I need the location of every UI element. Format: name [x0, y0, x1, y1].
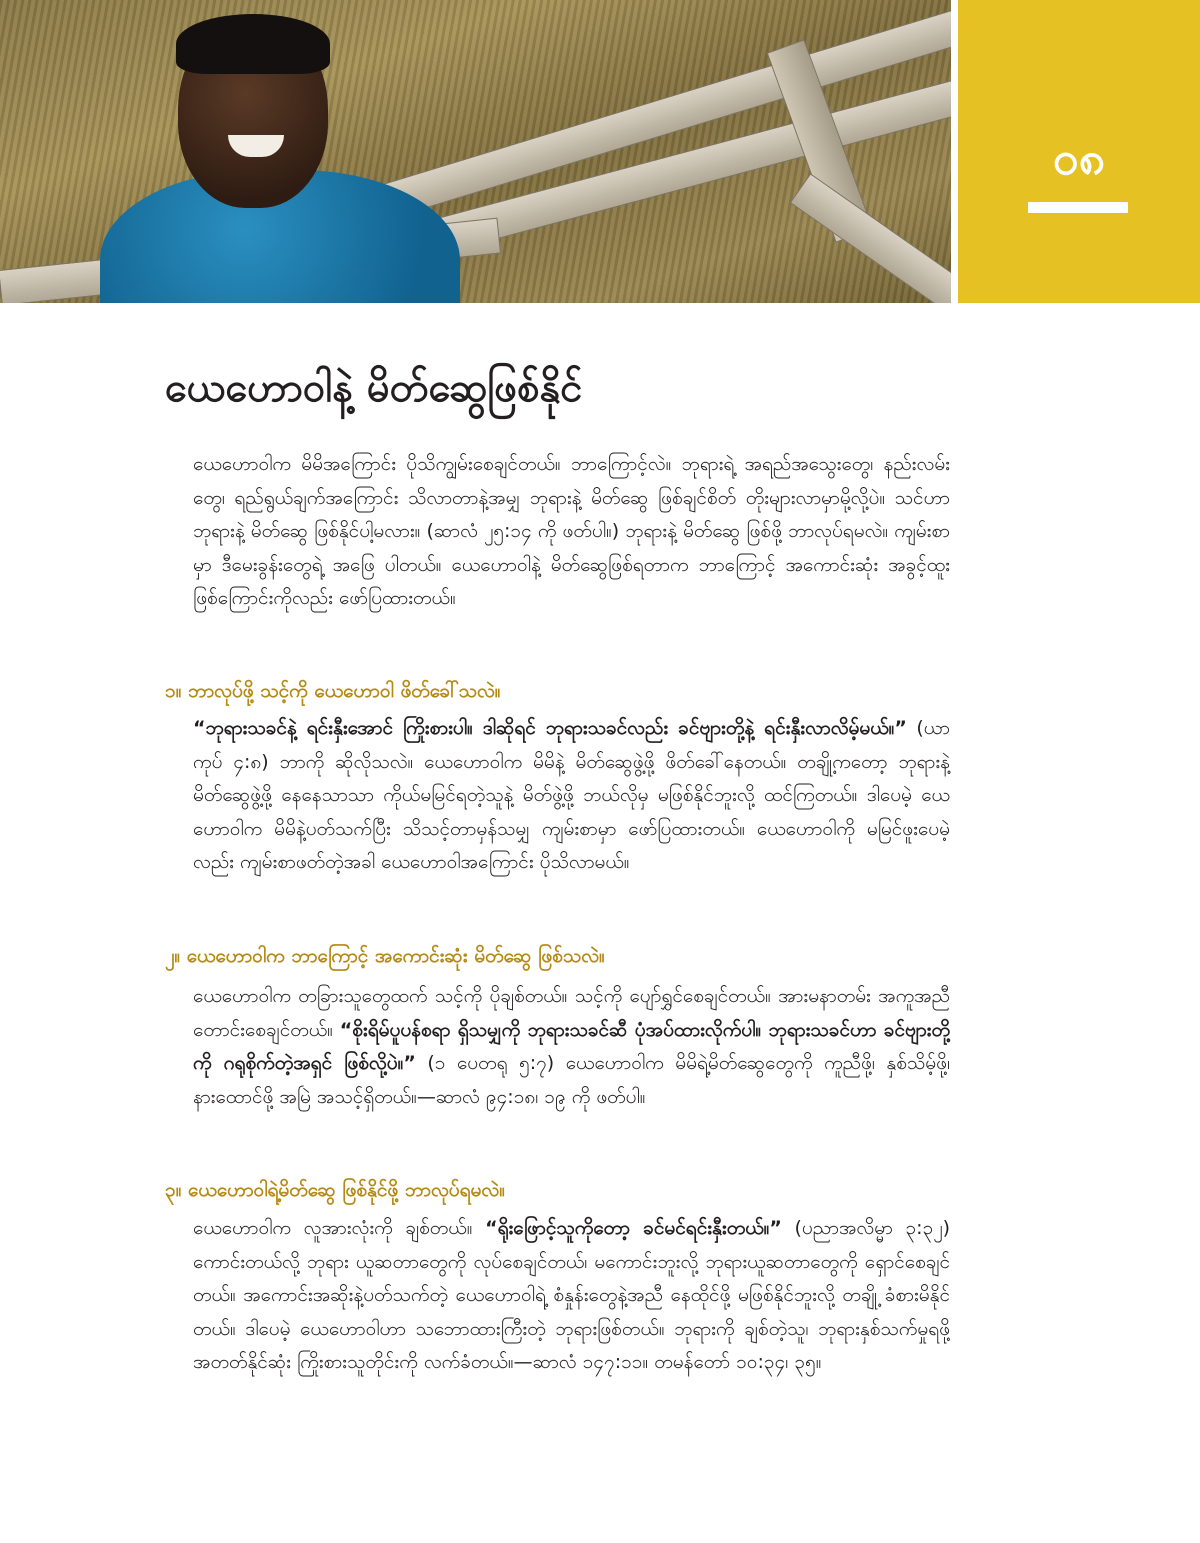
chapter-badge: [958, 0, 1200, 303]
scripture-quote: “ဘုရားသခင်နဲ့ ရင်းနှီးအောင် ကြိုးစားပါ။ ဒါဆိုရင် ဘုရားသခင်လည်း ခင်ဗျားတို့နဲ့ ရင်းနှီးလာလိမ့်မယ်။”: [193, 717, 907, 739]
person-hair: [176, 14, 330, 74]
scripture-quote: “စိုးရိမ်ပူပန်စရာ ရှိသမျှကို ဘုရားသခင်ဆီ ပုံအပ်ထားလိုက်ပါ။ ဘုရားသခင်ဟာ ခင်ဗျားတို့ကို ဂရုစိုက်တဲ့အရှင် ဖြစ်လို့ပဲ။”: [193, 1018, 950, 1074]
section-body: ယေဟောဝါက လူအားလုံးကို ချစ်တယ်။: [193, 1217, 486, 1239]
page-title: ယေဟောဝါနဲ့ မိတ်ဆွေဖြစ်နိုင်: [165, 365, 583, 411]
section-body: ယေဟောဝါက တခြားသူတွေထက် သင့်ကို ပိုချစ်တယ်။ သင့်ကို ပျော်ရွှင်စေချင်တယ်။ အားမနာတမ်း အကူအညီတောင်းစေချင်တယ်။: [193, 985, 950, 1041]
section-heading: ၁။ ဘာလုပ်ဖို့ သင့်ကို ယေဟောဝါ ဖိတ်ခေါ်သလဲ။: [165, 680, 501, 702]
scripture-quote: “ရိုးဖြောင့်သူကိုတော့ ခင်မင်ရင်းနှီးတယ်။”: [485, 1217, 782, 1239]
chapter-number: ၀၈: [1052, 131, 1106, 185]
section-paragraph: [193, 980, 950, 1114]
section-body: (ပညာအလိမ္မာ ၃:၃၂) ကောင်းတယ်လို့ ဘုရား ယူဆတာတွေကို လုပ်စေချင်တယ်၊ မကောင်းဘူးလို့ ဘုရားယူဆတာတွေကို ရှောင်စေချင်တယ်။ အကောင်းအဆိုးနဲ့ပတ်သက်တဲ့ ယေဟောဝါရဲ့ စံနှုန်းတွေနဲ့အညီ နေထိုင်ဖို့ မဖြစ်နိုင်ဘူးလို့ တချို့ ခံစားမိနိုင်တယ်။ ဒါပေမဲ့ ယေဟောဝါဟာ သဘောထားကြီးတဲ့ ဘုရားဖြစ်တယ်။ ဘုရားကို ချစ်တဲ့သူ၊ ဘုရားနှစ်သက်မှုရဖို့ အတတ်နိုင်ဆုံး ကြိုးစားသူတိုင်းကို လက်ခံတယ်။—ဆာလံ ၁၄၇:၁၁။ တမန်တော် ၁၀:၃၄၊ ၃၅။: [193, 1217, 950, 1373]
section-heading: ၃။ ယေဟောဝါရဲ့မိတ်ဆွေ ဖြစ်နိုင်ဖို့ ဘာလုပ်ရမလဲ။: [165, 1179, 505, 1201]
section-heading: ၂။ ယေဟောဝါက ဘာကြောင့် အကောင်းဆုံး မိတ်ဆွေ ဖြစ်သလဲ။: [165, 945, 605, 967]
chapter-underline: [1028, 202, 1128, 213]
intro-paragraph: ယေဟောဝါက မိမိအကြောင်း ပိုသိကျွမ်းစေချင်တယ်။ ဘာကြောင့်လဲ။ ဘုရားရဲ့ အရည်အသွေးတွေ၊ နည်းလမ်းတွေ၊ ရည်ရွယ်ချက်အကြောင်း သိလာတာနဲ့အမျှ ဘုရားနဲ့ မိတ်ဆွေ ဖြစ်ချင်စိတ် တိုးများလာမှာမို့လို့ပဲ။ သင်ဟာ ဘုရားနဲ့ မိတ်ဆွေ ဖြစ်နိုင်ပါ့မလား။ (ဆာလံ ၂၅:၁၄ ကို ဖတ်ပါ။) ဘုရားနဲ့ မိတ်ဆွေ ဖြစ်ဖို့ ဘာလုပ်ရမလဲ။ ကျမ်းစာမှာ ဒီမေးခွန်းတွေရဲ့ အဖြေ ပါတယ်။ ယေဟောဝါနဲ့ မိတ်ဆွေဖြစ်ရတာက ဘာကြောင့် အကောင်းဆုံး အခွင့်ထူး ဖြစ်ကြောင်းကိုလည်း ဖော်ပြထားတယ်။: [193, 453, 950, 609]
section-body: (၁ ပေတရု ၅:၇) ယေဟောဝါက မိမိရဲ့မိတ်ဆွေတွေကို ကူညီဖို့၊ နှစ်သိမ့်ဖို့၊ နားထောင်ဖို့ အမြဲ အသင့်ရှိတယ်။—ဆာလံ ၉၄:၁၈၊ ၁၉ ကို ဖတ်ပါ။: [193, 1052, 950, 1108]
section-paragraph: [193, 712, 950, 880]
header-photo: [0, 0, 951, 303]
section-body: (ယာကုပ် ၄:၈) ဘာကို ဆိုလိုသလဲ။ ယေဟောဝါက မိမိနဲ့ မိတ်ဆွေဖွဲ့ဖို့ ဖိတ်ခေါ်နေတယ်။ တချို့ကတော့ ဘုရားနဲ့ မိတ်ဆွေဖွဲ့ဖို့ နေနေသာသာ ကိုယ်မမြင်ရတဲ့သူနဲ့ မိတ်ဖွဲ့ဖို့ ဘယ်လိုမှ မဖြစ်နိုင်ဘူးလို့ ထင်ကြတယ်။ ဒါပေမဲ့ ယေဟောဝါက မိမိနဲ့ပတ်သက်ပြီး သိသင့်တာမှန်သမျှ ကျမ်းစာမှာ ဖော်ပြထားတယ်။ ယေဟောဝါကို မမြင်ဖူးပေမဲ့လည်း ကျမ်းစာဖတ်တဲ့အခါ ယေဟောဝါအကြောင်း ပိုသိလာမယ်။: [193, 717, 950, 873]
section-paragraph: [193, 1212, 950, 1380]
